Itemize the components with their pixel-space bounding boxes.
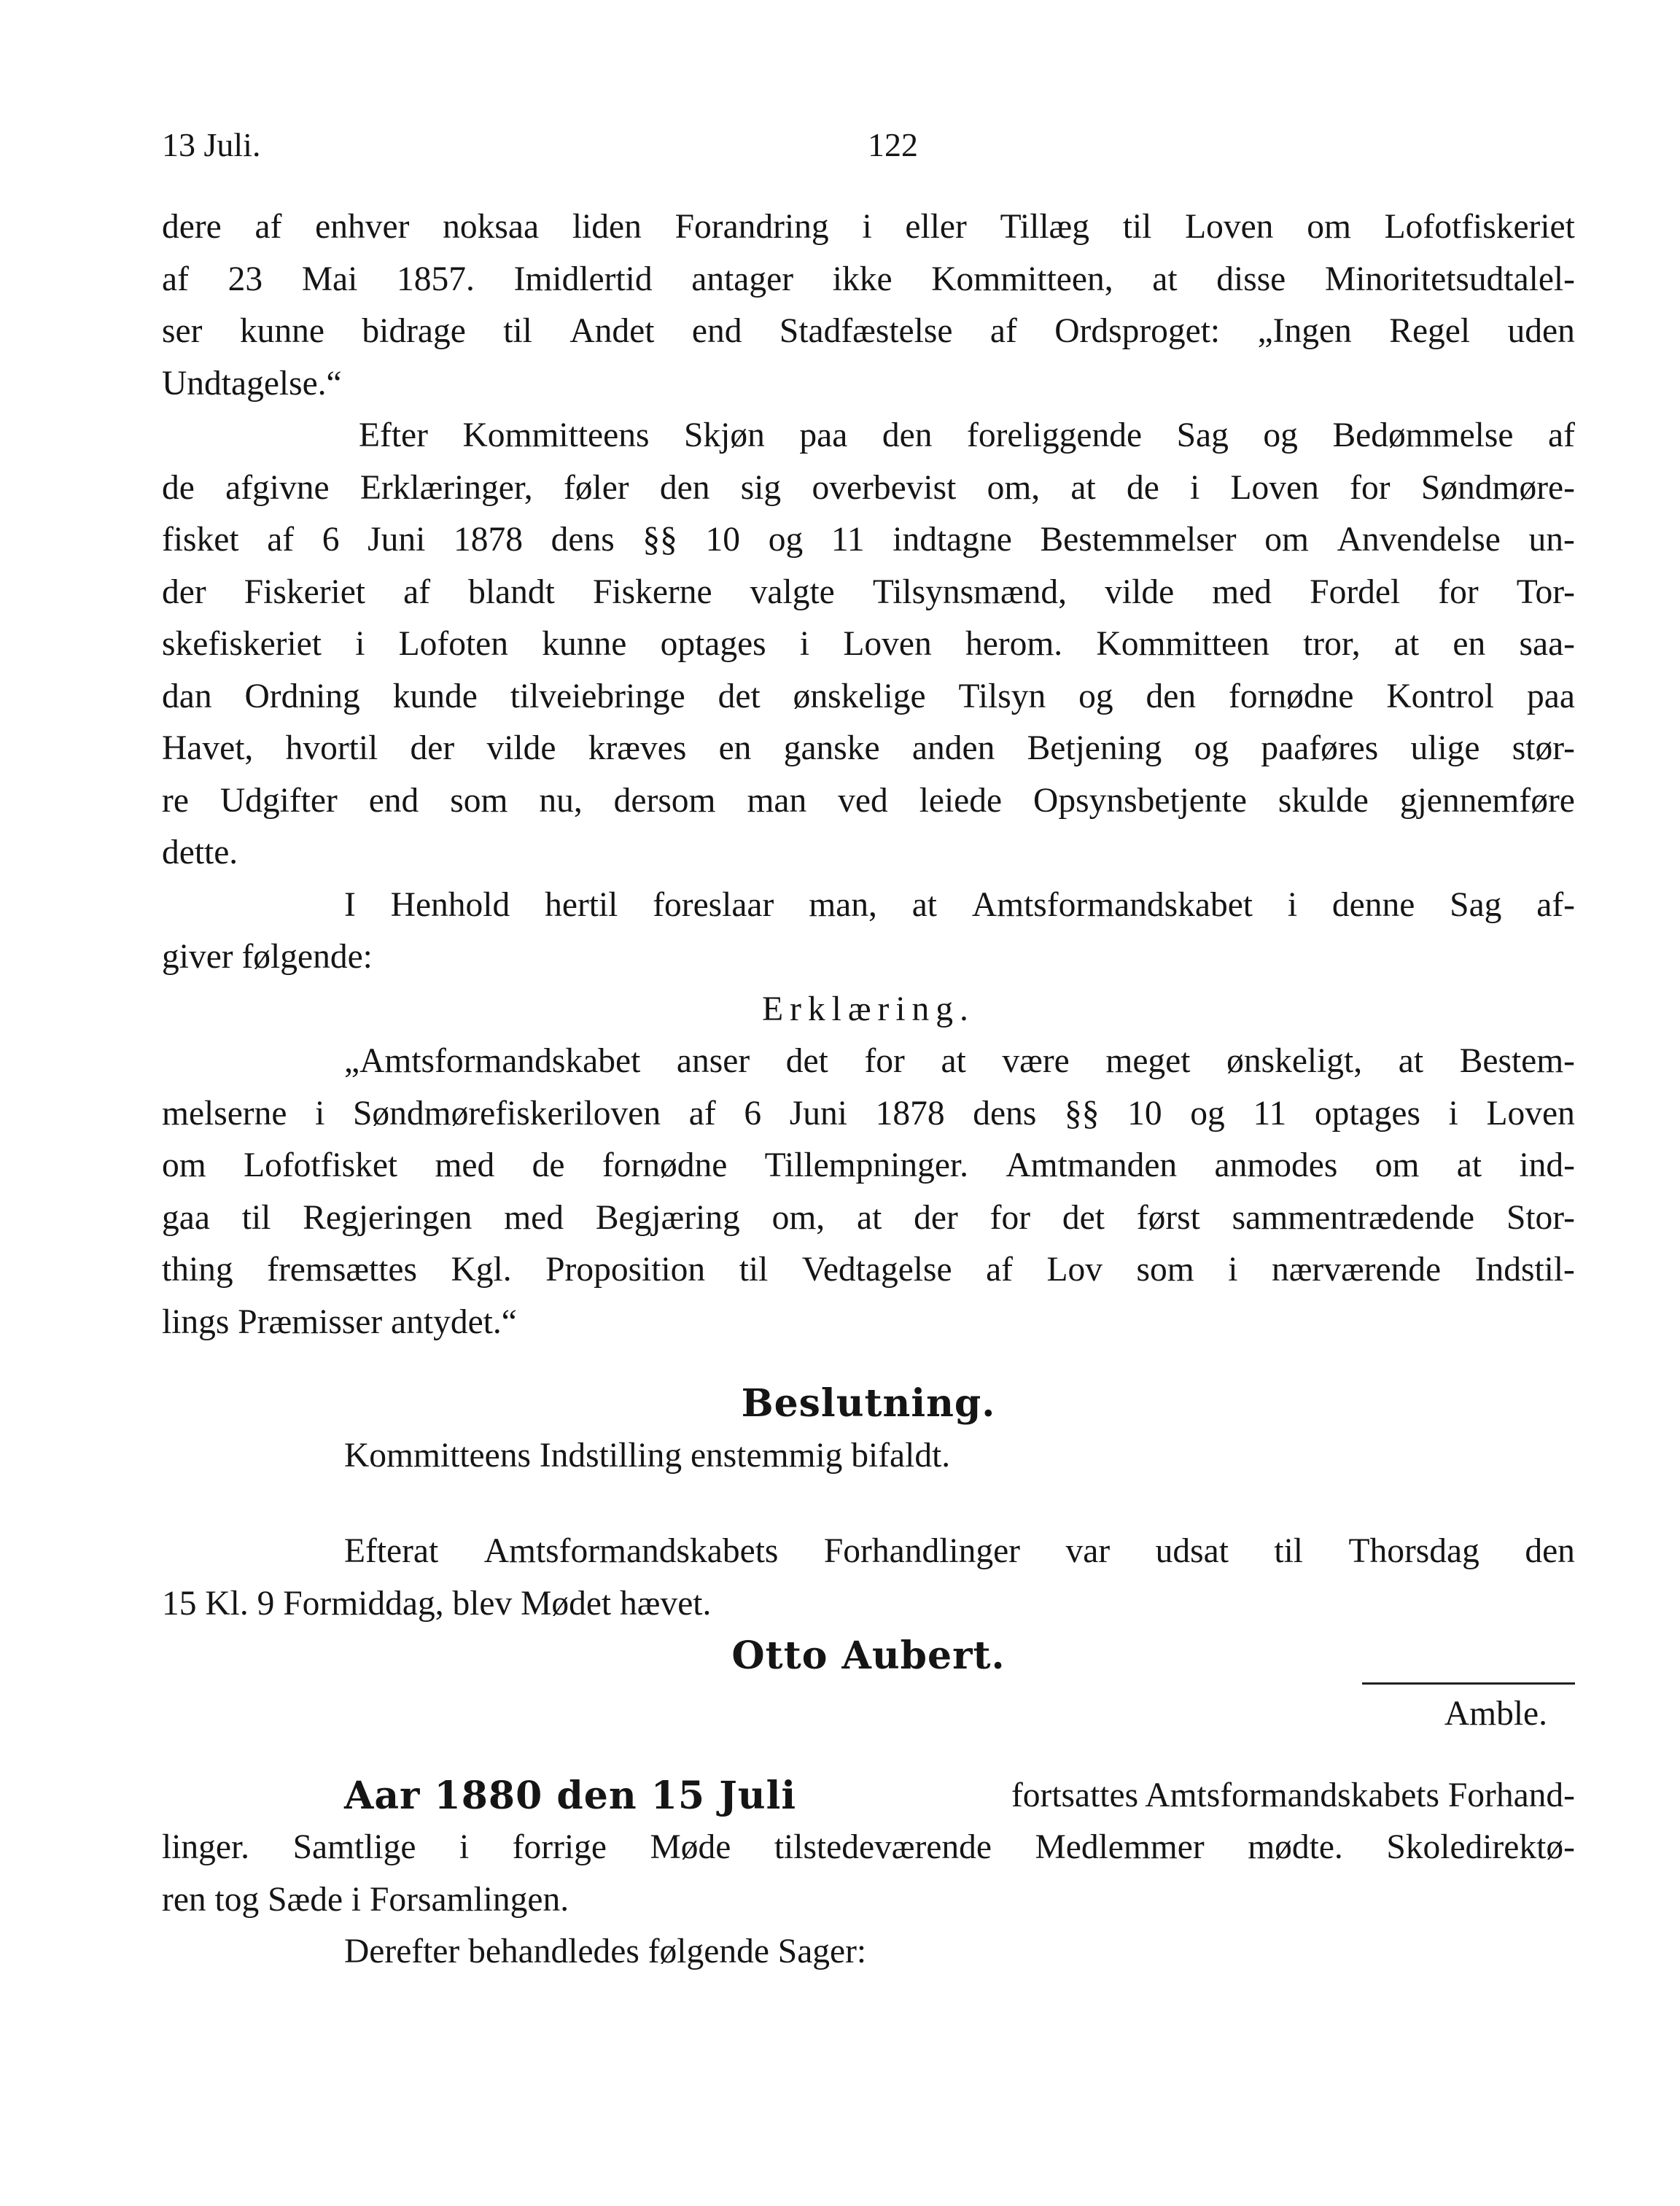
word: Forandring — [674, 208, 829, 246]
word: Begjæring — [595, 1198, 740, 1237]
word: anden — [911, 729, 995, 767]
word: at — [1070, 468, 1096, 507]
word: der — [162, 572, 206, 611]
text-line — [162, 306, 1575, 358]
word: Bestemmelser — [1040, 521, 1237, 559]
word: nu, — [539, 781, 583, 820]
word: tror, — [1303, 625, 1361, 663]
word: Anvendelse — [1337, 521, 1501, 559]
text-line — [162, 1192, 1575, 1245]
word: af — [254, 208, 282, 246]
word: noksaa — [443, 208, 540, 246]
word: Regjeringen — [303, 1198, 472, 1237]
word: Tillæg — [1000, 208, 1089, 246]
paragraph-proposal — [162, 879, 1575, 984]
word: Juni — [789, 1094, 847, 1133]
word: foreliggende — [967, 416, 1143, 454]
word: Efter — [359, 416, 428, 454]
word: de — [162, 468, 195, 507]
word: den — [882, 416, 933, 454]
word: Bedømmelse — [1332, 416, 1514, 454]
word: overbevist — [812, 468, 957, 507]
word: 1857. — [397, 260, 475, 298]
word: dens — [551, 521, 615, 559]
word: og — [1263, 416, 1298, 454]
new-session-paragraph — [162, 1770, 1575, 1978]
word: re — [162, 781, 189, 820]
word: paa — [1527, 677, 1575, 715]
word: Kgl. — [451, 1251, 512, 1289]
word: Fiskerne — [592, 572, 712, 611]
word: enhver — [315, 208, 410, 246]
word: Indstil- — [1474, 1251, 1575, 1289]
word: for — [864, 1042, 905, 1080]
spacer — [162, 1482, 1575, 1526]
text-line: Undtagelse.“ — [162, 364, 342, 403]
spacer — [162, 1348, 1575, 1378]
word: gjennemføre — [1399, 781, 1575, 820]
word: I — [344, 885, 356, 924]
signature-chair: Otto Aubert. — [731, 1634, 1006, 1678]
word: Betjening — [1027, 729, 1162, 767]
word: ønskelige — [793, 677, 926, 715]
word: Kommitteen, — [931, 260, 1113, 298]
word: ind- — [1519, 1146, 1575, 1184]
word: saa- — [1519, 625, 1575, 663]
text-line — [162, 254, 1575, 306]
word: for — [1438, 572, 1479, 611]
word: Søndmøre- — [1420, 468, 1575, 507]
word: i — [862, 208, 872, 246]
word: ganske — [783, 729, 880, 767]
text-line — [162, 1926, 1575, 1978]
word: for — [1350, 468, 1391, 507]
word: af- — [1536, 885, 1575, 924]
text-line: giver følgende: — [162, 938, 373, 976]
word: paaføres — [1261, 729, 1379, 767]
word: end — [691, 312, 742, 350]
header-date: 13 Juli. — [162, 126, 261, 163]
word: Tilsynsmænd, — [872, 572, 1068, 611]
word: Havet, — [162, 729, 254, 767]
word: om — [1264, 521, 1309, 559]
word: den — [659, 468, 710, 507]
word: at — [1456, 1146, 1482, 1184]
word: i — [799, 625, 810, 663]
session-line-rest: fortsattes Amtsformandskabets Forhand- — [1011, 1776, 1575, 1814]
word: meget — [1105, 1042, 1191, 1080]
word: med — [504, 1198, 564, 1237]
paragraph-committee-opinion — [162, 410, 1575, 879]
word: Juni — [368, 521, 426, 559]
word: først — [1136, 1198, 1200, 1237]
text-line — [162, 1244, 1575, 1297]
text-line — [162, 1822, 1575, 1874]
word: det — [1062, 1198, 1105, 1237]
word: være — [1002, 1042, 1070, 1080]
word: og — [1078, 677, 1113, 715]
text-line: dette. — [162, 834, 238, 871]
word: om — [1307, 208, 1351, 246]
word: ser — [162, 312, 203, 350]
word: den — [1146, 677, 1197, 715]
word: sig — [740, 468, 782, 507]
word: uden — [1507, 312, 1575, 350]
word: Kommitteen — [1096, 625, 1269, 663]
word: skulde — [1278, 781, 1369, 820]
word: at — [857, 1198, 882, 1237]
word: at — [1152, 260, 1178, 298]
word: Stadfæstelse — [779, 312, 953, 350]
word: Opsynsbetjente — [1033, 781, 1247, 820]
word: i — [315, 1094, 325, 1133]
word: Henhold — [390, 885, 510, 924]
word: valgte — [750, 572, 835, 611]
word: var — [1065, 1532, 1111, 1570]
word: Udgifter — [219, 781, 338, 820]
word: anmodes — [1214, 1146, 1338, 1184]
word: liden — [572, 208, 642, 246]
word: Lov — [1046, 1251, 1103, 1289]
word: skefiskeriet — [162, 625, 322, 663]
word: Stor- — [1506, 1198, 1575, 1237]
word: dere — [162, 208, 222, 246]
word: 10 — [1127, 1094, 1162, 1133]
text-line: 15 Kl. 9 Formiddag, blev Mødet hævet. — [162, 1584, 712, 1623]
word: om, — [771, 1198, 825, 1237]
word: en — [1452, 625, 1486, 663]
signature-secretary-block — [162, 1682, 1575, 1741]
word: i — [1287, 885, 1298, 924]
text-line — [162, 775, 1575, 828]
word: Skjøn — [683, 416, 765, 454]
word: ulige — [1410, 729, 1480, 767]
word: stør- — [1512, 729, 1575, 767]
word: optages — [660, 625, 766, 663]
word: føler — [563, 468, 629, 507]
text-line — [162, 201, 1575, 254]
word: sammentrædende — [1232, 1198, 1475, 1237]
word: Amtsformandskabet — [971, 885, 1253, 924]
session-heading: Aar 1880 den 15 Juli — [344, 1773, 797, 1818]
page-number: 122 — [868, 126, 918, 163]
word: Erklæringer, — [359, 468, 533, 507]
word: Ordsproget: — [1054, 312, 1221, 350]
word: melserne — [162, 1094, 287, 1133]
page-header — [162, 125, 1620, 184]
word: Ordning — [244, 677, 360, 715]
word: af — [986, 1251, 1013, 1289]
word: Minoritetsudtalel- — [1324, 260, 1575, 298]
word: „Ingen — [1257, 312, 1352, 350]
word: Søndmørefiskeriloven — [352, 1094, 661, 1133]
word: om — [162, 1146, 206, 1184]
word: bidrage — [362, 312, 466, 350]
word: Tillempninger. — [764, 1146, 968, 1184]
word: leiede — [919, 781, 1003, 820]
text-line — [162, 1036, 1575, 1088]
word: Fiskeriet — [244, 572, 365, 611]
word: ønskeligt, — [1226, 1042, 1363, 1080]
word: udsat — [1155, 1532, 1229, 1570]
word: tilstedeværende — [774, 1828, 992, 1866]
word: til — [1122, 208, 1152, 246]
word: Proposition — [545, 1251, 706, 1289]
word: antager — [691, 260, 794, 298]
word: disse — [1216, 260, 1286, 298]
word: Amtsformandskabets — [483, 1532, 779, 1570]
word: 6 — [322, 521, 340, 559]
word: Skoledirektø- — [1386, 1828, 1575, 1866]
erklaering-text — [162, 1036, 1575, 1348]
word: dens — [973, 1094, 1037, 1133]
word: med — [435, 1146, 495, 1184]
word: Fordel — [1310, 572, 1401, 611]
word: fornødne — [1229, 677, 1354, 715]
text-line — [162, 879, 1575, 932]
word: Lofotfisket — [244, 1146, 398, 1184]
word: 11 — [1253, 1094, 1287, 1133]
word: til — [1274, 1532, 1303, 1570]
word: Bestem- — [1459, 1042, 1575, 1080]
word: foreslaar — [653, 885, 774, 924]
word: Thorsdag — [1348, 1532, 1479, 1570]
word: Tor- — [1516, 572, 1575, 611]
word: af — [989, 312, 1017, 350]
word: af — [403, 572, 431, 611]
word: afgivne — [225, 468, 330, 507]
word: om — [1374, 1146, 1420, 1184]
word: Tilsyn — [958, 677, 1046, 715]
text-line — [162, 462, 1575, 515]
word: thing — [162, 1251, 233, 1289]
word: de — [1126, 468, 1159, 507]
word: Efterat — [344, 1532, 439, 1570]
beslutning-text — [162, 1430, 1575, 1483]
word: optages — [1314, 1094, 1420, 1133]
word: hvortil — [285, 729, 378, 767]
word: Lofoten — [398, 625, 508, 663]
session-last-line: Derefter behandledes følgende Sager: — [344, 1933, 867, 1970]
word: Sag — [1450, 885, 1502, 924]
word: af — [162, 260, 189, 298]
word: Samtlige — [292, 1828, 416, 1866]
signature-secretary: Amble. — [1444, 1694, 1547, 1733]
word: tilveiebringe — [510, 677, 685, 715]
word: at — [911, 885, 937, 924]
word: til — [503, 312, 532, 350]
word: man — [747, 781, 807, 820]
word: Loven — [1185, 208, 1274, 246]
word: Medlemmer — [1035, 1828, 1205, 1866]
text-line — [162, 1770, 1575, 1822]
word: Loven — [1230, 468, 1319, 507]
word: at — [1393, 625, 1420, 663]
word: Forhandlinger — [823, 1532, 1020, 1570]
word: hertil — [545, 885, 618, 924]
word: 11 — [831, 521, 865, 559]
word: vilde — [486, 729, 556, 767]
word: at — [1398, 1042, 1424, 1080]
word: om, — [987, 468, 1041, 507]
word: i — [1228, 1251, 1238, 1289]
word: paa — [799, 416, 848, 454]
word: og — [1194, 729, 1229, 767]
text-line — [162, 410, 1575, 462]
word: Lofotfiskeriet — [1384, 208, 1575, 246]
word: fornødne — [602, 1146, 728, 1184]
word: at — [941, 1042, 966, 1080]
word: Regel — [1389, 312, 1471, 350]
word: af — [267, 521, 295, 559]
word: end — [368, 781, 419, 820]
word: 10 — [705, 521, 741, 559]
paragraph-continuation — [162, 201, 1575, 410]
word: fremsættes — [267, 1251, 417, 1289]
word: i — [459, 1828, 470, 1866]
word: eller — [905, 208, 967, 246]
text-line — [162, 671, 1575, 723]
word: en — [718, 729, 752, 767]
word: linger. — [162, 1828, 250, 1866]
word: og — [768, 521, 804, 559]
word: forrige — [512, 1828, 607, 1866]
word: „Amtsformandskabet — [344, 1042, 641, 1080]
word: og — [1190, 1094, 1225, 1133]
word: det — [785, 1042, 828, 1080]
word: kunne — [542, 625, 627, 663]
closing-paragraph — [162, 1526, 1575, 1630]
word: Andet — [569, 312, 655, 350]
spacer — [162, 1741, 1575, 1770]
word: Kontrol — [1386, 677, 1495, 715]
text-line: ren tog Sæde i Forsamlingen. — [162, 1880, 569, 1919]
document-body — [162, 201, 1575, 1978]
word: med — [1212, 572, 1272, 611]
signature-rule — [1362, 1682, 1575, 1685]
word: §§ — [1064, 1094, 1100, 1133]
word: 1878 — [454, 521, 523, 559]
text-line — [162, 723, 1575, 775]
word: de — [532, 1146, 565, 1184]
word: 1878 — [875, 1094, 945, 1133]
word: Loven — [843, 625, 932, 663]
word: der — [410, 729, 455, 767]
word: ved — [838, 781, 888, 820]
word: det — [718, 677, 761, 715]
word: §§ — [642, 521, 677, 559]
word: kræves — [588, 729, 687, 767]
word: gaa — [162, 1198, 210, 1237]
word: i — [355, 625, 365, 663]
word: herom. — [965, 625, 1063, 663]
word: un- — [1528, 521, 1575, 559]
word: som — [1136, 1251, 1194, 1289]
word: ikke — [832, 260, 892, 298]
word: 23 — [228, 260, 263, 298]
word: for — [989, 1198, 1031, 1237]
text-line — [162, 514, 1575, 567]
word: denne — [1331, 885, 1415, 924]
word: Amtmanden — [1006, 1146, 1178, 1184]
word: kunne — [239, 312, 324, 350]
word: man, — [809, 885, 877, 924]
word: i — [1190, 468, 1200, 507]
word: mødte. — [1248, 1828, 1343, 1866]
word: Møde — [650, 1828, 731, 1866]
word: blandt — [468, 572, 555, 611]
text-line — [162, 618, 1575, 671]
text-line — [162, 1088, 1575, 1141]
word: kunde — [392, 677, 478, 715]
word: vilde — [1105, 572, 1175, 611]
word: den — [1525, 1532, 1575, 1570]
word: Vedtagelse — [801, 1251, 952, 1289]
word: til — [241, 1198, 271, 1237]
word: i — [1448, 1094, 1458, 1133]
word: af — [688, 1094, 716, 1133]
text-line: Kommitteens Indstilling enstemmig bifaldt. — [344, 1436, 951, 1475]
word: dersom — [613, 781, 716, 820]
text-line — [162, 1140, 1575, 1192]
word: som — [450, 781, 508, 820]
erklaering-heading: Erklæring. — [762, 990, 975, 1028]
word: dan — [162, 677, 212, 715]
text-line — [162, 1526, 1575, 1578]
word: fisket — [162, 521, 239, 559]
word: Imidlertid — [513, 260, 653, 298]
text-line — [162, 567, 1575, 619]
word: Kommitteens — [462, 416, 650, 454]
word: Mai — [301, 260, 358, 298]
word: der — [914, 1198, 958, 1237]
beslutning-heading: Beslutning. — [741, 1381, 996, 1426]
word: til — [739, 1251, 769, 1289]
word: 6 — [744, 1094, 762, 1133]
word: nærværende — [1271, 1251, 1442, 1289]
word: Sag — [1176, 416, 1229, 454]
word: indtagne — [892, 521, 1012, 559]
word: anser — [676, 1042, 750, 1080]
text-line: lings Præmisser antydet.“ — [162, 1302, 517, 1341]
word: Loven — [1486, 1094, 1575, 1133]
word: af — [1548, 416, 1575, 454]
